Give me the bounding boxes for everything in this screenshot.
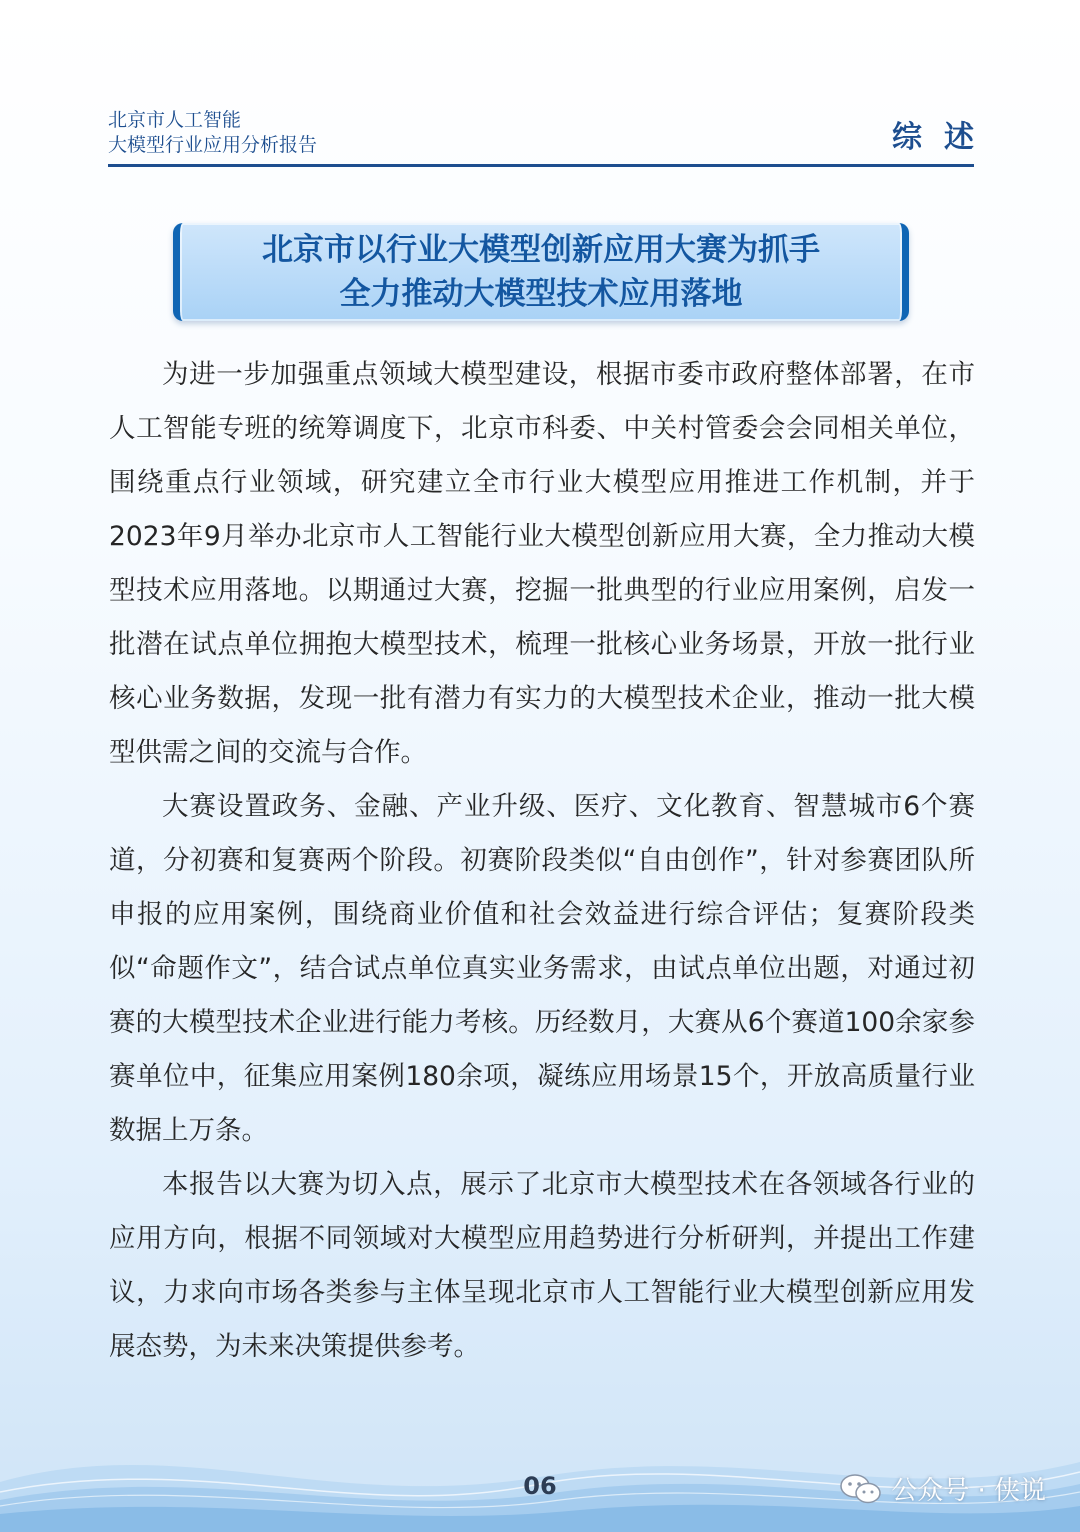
report-title-line1: 北京市人工智能 bbox=[108, 109, 242, 131]
paragraph-3: 本报告以大赛为切入点，展示了北京市大模型技术在各领域各行业的应用方向，根据不同领域对大模型应用趋势进行分析研判，并提出工作建议，力求向市场各类参与主体呈现北京市人工智能行业大模型创新应用发展态势，为未来决策提供参考。 bbox=[109, 1169, 975, 1362]
watermark-text: 公众号 · 侠说 bbox=[891, 1476, 1046, 1506]
paragraph-1: 为进一步加强重点领域大模型建设，根据市委市政府整体部署，在市人工智能专班的统筹调度下，北京市科委、中关村管委会会同相关单位，围绕重点行业领域，研究建立全市行业大模型应用推进工作机制，并于2023年9月举办北京市人工智能行业大模型创新应用大赛，全力推动大模型技术应用落地。以期通过大赛，挖掘一批典型的行业应用案例，启发一批潜在试点单位拥抱大模型技术，梳理一批核心业务场景，开放一批行业核心业务数据，发现一批有潜力有实力的大模型技术企业，推动一批大模型供需之间的交流与合作。 bbox=[109, 359, 975, 768]
wechat-icon bbox=[839, 1472, 883, 1506]
report-title bbox=[108, 108, 317, 158]
report-title-line2: 大模型行业应用分析报告 bbox=[108, 134, 318, 156]
banner-line1: 北京市以行业大模型创新应用大赛为抓手 bbox=[262, 232, 820, 268]
header-divider bbox=[108, 164, 974, 167]
watermark bbox=[839, 1470, 1046, 1507]
page-number: 06 bbox=[523, 1472, 557, 1500]
section-title: 综述 bbox=[892, 120, 996, 155]
banner-line2: 全力推动大模型技术应用落地 bbox=[339, 276, 743, 312]
paragraph-2: 大赛设置政务、金融、产业升级、医疗、文化教育、智慧城市6个赛道，分初赛和复赛两个阶段。初赛阶段类似“自由创作”，针对参赛团队所申报的应用案例，围绕商业价值和社会效益进行综合评估；复赛阶段类似“命题作文”，结合试点单位真实业务需求，由试点单位出题，对通过初赛的大模型技术企业进行能力考核。历经数月，大赛从6个赛道100余家参赛单位中，征集应用案例180余项，凝练应用场景15个，开放高质量行业数据上万条。 bbox=[109, 791, 975, 1146]
headline-banner bbox=[173, 223, 909, 321]
body-text bbox=[109, 348, 975, 1374]
